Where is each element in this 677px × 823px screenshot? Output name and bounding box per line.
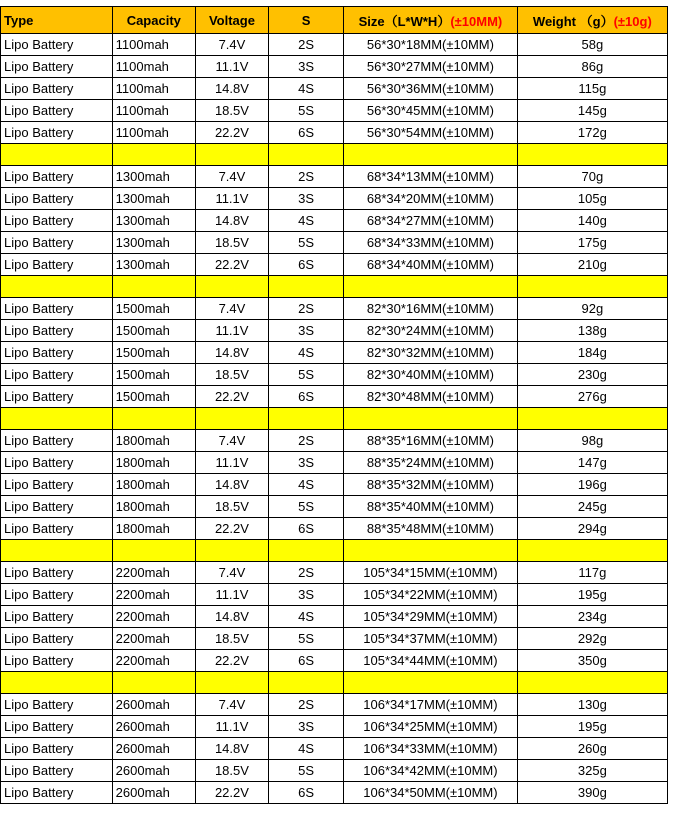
separator-cell[interactable] [344, 672, 518, 694]
cell-s[interactable]: 3S [269, 584, 344, 606]
cell-s[interactable]: 3S [269, 320, 344, 342]
cell-type[interactable]: Lipo Battery [1, 166, 113, 188]
cell-capacity[interactable]: 1800mah [112, 474, 195, 496]
table-row [1, 56, 668, 78]
cell-s[interactable]: 2S [269, 34, 344, 56]
cell-type[interactable]: Lipo Battery [1, 78, 113, 100]
cell-s[interactable]: 5S [269, 760, 344, 782]
separator-cell[interactable] [517, 540, 667, 562]
table-row [1, 518, 668, 540]
cell-size[interactable]: 68*34*33MM(±10MM) [344, 232, 518, 254]
cell-voltage[interactable]: 22.2V [195, 122, 268, 144]
separator-cell[interactable] [269, 276, 344, 298]
cell-weight[interactable]: 210g [517, 254, 667, 276]
cell-size[interactable]: 88*35*32MM(±10MM) [344, 474, 518, 496]
separator-cell[interactable] [112, 144, 195, 166]
cell-capacity[interactable]: 2200mah [112, 606, 195, 628]
table-row [1, 716, 668, 738]
cell-voltage[interactable]: 7.4V [195, 694, 268, 716]
cell-voltage[interactable]: 18.5V [195, 760, 268, 782]
cell-capacity[interactable]: 1800mah [112, 452, 195, 474]
cell-size[interactable]: 56*30*45MM(±10MM) [344, 100, 518, 122]
cell-type[interactable]: Lipo Battery [1, 474, 113, 496]
separator-cell[interactable] [1, 672, 113, 694]
cell-type[interactable]: Lipo Battery [1, 254, 113, 276]
cell-size[interactable]: 105*34*29MM(±10MM) [344, 606, 518, 628]
cell-s[interactable]: 5S [269, 232, 344, 254]
header-size-tolerance: (±10MM) [450, 13, 503, 29]
cell-size[interactable]: 106*34*42MM(±10MM) [344, 760, 518, 782]
cell-size[interactable]: 105*34*15MM(±10MM) [344, 562, 518, 584]
cell-weight[interactable]: 294g [517, 518, 667, 540]
cell-capacity[interactable]: 1300mah [112, 232, 195, 254]
separator-cell[interactable] [344, 408, 518, 430]
separator-cell[interactable] [195, 540, 268, 562]
cell-voltage[interactable]: 14.8V [195, 474, 268, 496]
battery-spec-table [0, 6, 668, 804]
cell-capacity[interactable]: 2600mah [112, 782, 195, 804]
separator-cell[interactable] [112, 408, 195, 430]
cell-weight[interactable]: 130g [517, 694, 667, 716]
cell-weight[interactable]: 195g [517, 716, 667, 738]
cell-weight[interactable]: 92g [517, 298, 667, 320]
table-row [1, 606, 668, 628]
table-row [1, 298, 668, 320]
cell-weight[interactable]: 292g [517, 628, 667, 650]
separator-cell[interactable] [1, 276, 113, 298]
cell-size[interactable]: 88*35*40MM(±10MM) [344, 496, 518, 518]
cell-s[interactable]: 5S [269, 100, 344, 122]
cell-voltage[interactable]: 7.4V [195, 298, 268, 320]
cell-s[interactable]: 2S [269, 298, 344, 320]
cell-weight[interactable]: 195g [517, 584, 667, 606]
cell-voltage[interactable]: 22.2V [195, 386, 268, 408]
cell-capacity[interactable]: 1500mah [112, 364, 195, 386]
cell-voltage[interactable]: 18.5V [195, 100, 268, 122]
cell-type[interactable]: Lipo Battery [1, 210, 113, 232]
cell-capacity[interactable]: 2200mah [112, 584, 195, 606]
cell-size[interactable]: 56*30*27MM(±10MM) [344, 56, 518, 78]
cell-weight[interactable]: 350g [517, 650, 667, 672]
separator-row [1, 276, 668, 298]
separator-cell[interactable] [517, 408, 667, 430]
separator-cell[interactable] [112, 672, 195, 694]
cell-voltage[interactable]: 22.2V [195, 782, 268, 804]
table-row [1, 364, 668, 386]
separator-cell[interactable] [112, 540, 195, 562]
header-row [1, 7, 668, 34]
cell-type[interactable]: Lipo Battery [1, 694, 113, 716]
cell-s[interactable]: 2S [269, 562, 344, 584]
cell-s[interactable]: 6S [269, 386, 344, 408]
cell-voltage[interactable]: 11.1V [195, 452, 268, 474]
table-row [1, 232, 668, 254]
cell-voltage[interactable]: 22.2V [195, 254, 268, 276]
cell-s[interactable]: 5S [269, 628, 344, 650]
separator-cell[interactable] [517, 672, 667, 694]
cell-type[interactable]: Lipo Battery [1, 628, 113, 650]
cell-capacity[interactable]: 1800mah [112, 496, 195, 518]
cell-s[interactable]: 4S [269, 78, 344, 100]
cell-s[interactable]: 3S [269, 452, 344, 474]
table-row [1, 342, 668, 364]
cell-size[interactable]: 106*34*50MM(±10MM) [344, 782, 518, 804]
cell-weight[interactable]: 86g [517, 56, 667, 78]
cell-type[interactable]: Lipo Battery [1, 122, 113, 144]
cell-weight[interactable]: 172g [517, 122, 667, 144]
cell-type[interactable]: Lipo Battery [1, 584, 113, 606]
table-row [1, 34, 668, 56]
table-row [1, 100, 668, 122]
table-row [1, 628, 668, 650]
separator-cell[interactable] [112, 276, 195, 298]
cell-voltage[interactable]: 18.5V [195, 628, 268, 650]
cell-size[interactable]: 105*34*22MM(±10MM) [344, 584, 518, 606]
cell-capacity[interactable]: 2200mah [112, 562, 195, 584]
cell-size[interactable]: 88*35*16MM(±10MM) [344, 430, 518, 452]
cell-capacity[interactable]: 1100mah [112, 56, 195, 78]
cell-voltage[interactable]: 22.2V [195, 518, 268, 540]
table-row [1, 320, 668, 342]
cell-weight[interactable]: 138g [517, 320, 667, 342]
table-body [1, 34, 668, 804]
table-row [1, 496, 668, 518]
table-row [1, 760, 668, 782]
cell-capacity[interactable]: 1800mah [112, 430, 195, 452]
separator-cell[interactable] [1, 408, 113, 430]
cell-s[interactable]: 4S [269, 210, 344, 232]
separator-cell[interactable] [269, 144, 344, 166]
table-row [1, 188, 668, 210]
header-type[interactable]: Type [1, 7, 113, 34]
cell-weight[interactable]: 390g [517, 782, 667, 804]
header-weight[interactable] [517, 7, 667, 34]
table-row [1, 650, 668, 672]
cell-voltage[interactable]: 18.5V [195, 496, 268, 518]
cell-s[interactable]: 4S [269, 738, 344, 760]
table-row [1, 210, 668, 232]
table-row [1, 738, 668, 760]
cell-type[interactable]: Lipo Battery [1, 386, 113, 408]
cell-capacity[interactable]: 1300mah [112, 188, 195, 210]
cell-capacity[interactable]: 1100mah [112, 78, 195, 100]
cell-s[interactable]: 4S [269, 606, 344, 628]
cell-capacity[interactable]: 1500mah [112, 342, 195, 364]
cell-type[interactable]: Lipo Battery [1, 320, 113, 342]
cell-size[interactable]: 68*34*40MM(±10MM) [344, 254, 518, 276]
cell-type[interactable]: Lipo Battery [1, 452, 113, 474]
table-row [1, 782, 668, 804]
cell-type[interactable]: Lipo Battery [1, 188, 113, 210]
cell-weight[interactable]: 184g [517, 342, 667, 364]
cell-capacity[interactable]: 2600mah [112, 694, 195, 716]
cell-size[interactable]: 82*30*32MM(±10MM) [344, 342, 518, 364]
cell-weight[interactable]: 276g [517, 386, 667, 408]
cell-capacity[interactable]: 1500mah [112, 386, 195, 408]
cell-weight[interactable]: 230g [517, 364, 667, 386]
cell-size[interactable]: 88*35*48MM(±10MM) [344, 518, 518, 540]
separator-cell[interactable] [195, 408, 268, 430]
cell-capacity[interactable]: 1300mah [112, 254, 195, 276]
separator-cell[interactable] [195, 672, 268, 694]
cell-type[interactable]: Lipo Battery [1, 298, 113, 320]
cell-weight[interactable]: 140g [517, 210, 667, 232]
separator-cell[interactable] [344, 540, 518, 562]
cell-s[interactable]: 3S [269, 188, 344, 210]
separator-row [1, 408, 668, 430]
table-row [1, 254, 668, 276]
cell-type[interactable]: Lipo Battery [1, 342, 113, 364]
table-row [1, 474, 668, 496]
cell-s[interactable]: 6S [269, 782, 344, 804]
header-voltage[interactable]: Voltage [195, 7, 268, 34]
cell-size[interactable]: 106*34*33MM(±10MM) [344, 738, 518, 760]
cell-size[interactable]: 82*30*40MM(±10MM) [344, 364, 518, 386]
cell-voltage[interactable]: 11.1V [195, 716, 268, 738]
cell-capacity[interactable]: 2200mah [112, 628, 195, 650]
cell-voltage[interactable]: 18.5V [195, 232, 268, 254]
cell-type[interactable]: Lipo Battery [1, 562, 113, 584]
cell-weight[interactable]: 175g [517, 232, 667, 254]
cell-capacity[interactable]: 1500mah [112, 320, 195, 342]
cell-capacity[interactable]: 2200mah [112, 650, 195, 672]
header-capacity[interactable]: Capacity [112, 7, 195, 34]
selected-cell[interactable] [517, 144, 667, 166]
cell-type[interactable]: Lipo Battery [1, 606, 113, 628]
cell-type[interactable]: Lipo Battery [1, 496, 113, 518]
separator-cell[interactable] [344, 276, 518, 298]
cell-voltage[interactable]: 22.2V [195, 650, 268, 672]
cell-weight[interactable]: 105g [517, 188, 667, 210]
cell-type[interactable]: Lipo Battery [1, 34, 113, 56]
cell-type[interactable]: Lipo Battery [1, 232, 113, 254]
cell-voltage[interactable]: 7.4V [195, 34, 268, 56]
cell-size[interactable]: 68*34*27MM(±10MM) [344, 210, 518, 232]
cell-type[interactable]: Lipo Battery [1, 716, 113, 738]
separator-cell[interactable] [269, 408, 344, 430]
separator-cell[interactable] [517, 276, 667, 298]
cell-voltage[interactable]: 14.8V [195, 342, 268, 364]
cell-size[interactable]: 106*34*25MM(±10MM) [344, 716, 518, 738]
cell-type[interactable]: Lipo Battery [1, 518, 113, 540]
separator-cell[interactable] [195, 144, 268, 166]
cell-type[interactable]: Lipo Battery [1, 100, 113, 122]
cell-capacity[interactable]: 1800mah [112, 518, 195, 540]
cell-s[interactable]: 4S [269, 474, 344, 496]
cell-size[interactable]: 56*30*36MM(±10MM) [344, 78, 518, 100]
cell-weight[interactable]: 245g [517, 496, 667, 518]
cell-type[interactable]: Lipo Battery [1, 760, 113, 782]
separator-cell[interactable] [344, 144, 518, 166]
cell-type[interactable]: Lipo Battery [1, 782, 113, 804]
cell-type[interactable]: Lipo Battery [1, 650, 113, 672]
cell-capacity[interactable]: 2600mah [112, 716, 195, 738]
cell-weight[interactable]: 234g [517, 606, 667, 628]
cell-s[interactable]: 6S [269, 122, 344, 144]
cell-voltage[interactable]: 7.4V [195, 430, 268, 452]
cell-weight[interactable]: 147g [517, 452, 667, 474]
cell-voltage[interactable]: 7.4V [195, 562, 268, 584]
cell-type[interactable]: Lipo Battery [1, 430, 113, 452]
cell-s[interactable]: 6S [269, 650, 344, 672]
cell-capacity[interactable]: 1500mah [112, 298, 195, 320]
header-size-label: Size（L*W*H） [358, 13, 451, 29]
cell-size[interactable]: 82*30*16MM(±10MM) [344, 298, 518, 320]
cell-weight[interactable]: 260g [517, 738, 667, 760]
cell-size[interactable]: 106*34*17MM(±10MM) [344, 694, 518, 716]
cell-voltage[interactable]: 11.1V [195, 320, 268, 342]
cell-voltage[interactable]: 11.1V [195, 584, 268, 606]
separator-cell[interactable] [269, 672, 344, 694]
cell-weight[interactable]: 117g [517, 562, 667, 584]
cell-voltage[interactable]: 11.1V [195, 56, 268, 78]
separator-row [1, 540, 668, 562]
cell-s[interactable]: 2S [269, 430, 344, 452]
cell-s[interactable]: 4S [269, 342, 344, 364]
cell-s[interactable]: 2S [269, 694, 344, 716]
cell-voltage[interactable]: 18.5V [195, 364, 268, 386]
cell-capacity[interactable]: 1100mah [112, 122, 195, 144]
cell-weight[interactable]: 58g [517, 34, 667, 56]
table-row [1, 166, 668, 188]
cell-weight[interactable]: 145g [517, 100, 667, 122]
cell-size[interactable]: 68*34*13MM(±10MM) [344, 166, 518, 188]
cell-capacity[interactable]: 1100mah [112, 34, 195, 56]
table-row [1, 584, 668, 606]
header-weight-label: Weight （g） [532, 13, 614, 29]
cell-weight[interactable]: 115g [517, 78, 667, 100]
cell-s[interactable]: 3S [269, 56, 344, 78]
header-s[interactable]: S [269, 7, 344, 34]
cell-capacity[interactable]: 2600mah [112, 760, 195, 782]
table-row [1, 122, 668, 144]
cell-s[interactable]: 5S [269, 496, 344, 518]
separator-cell[interactable] [195, 276, 268, 298]
cell-voltage[interactable]: 14.8V [195, 738, 268, 760]
cell-weight[interactable]: 196g [517, 474, 667, 496]
cell-type[interactable]: Lipo Battery [1, 738, 113, 760]
header-size[interactable] [344, 7, 518, 34]
header-weight-tolerance: (±10g) [613, 13, 652, 29]
cell-capacity[interactable]: 1100mah [112, 100, 195, 122]
cell-voltage[interactable]: 14.8V [195, 606, 268, 628]
cell-s[interactable]: 6S [269, 254, 344, 276]
table-row [1, 430, 668, 452]
cell-weight[interactable]: 325g [517, 760, 667, 782]
table-row [1, 694, 668, 716]
separator-row [1, 144, 668, 166]
cell-voltage[interactable]: 14.8V [195, 78, 268, 100]
separator-cell[interactable] [1, 144, 113, 166]
separator-cell[interactable] [1, 540, 113, 562]
table-row [1, 562, 668, 584]
cell-weight[interactable]: 70g [517, 166, 667, 188]
cell-voltage[interactable]: 11.1V [195, 188, 268, 210]
cell-voltage[interactable]: 14.8V [195, 210, 268, 232]
cell-size[interactable]: 56*30*18MM(±10MM) [344, 34, 518, 56]
cell-weight[interactable]: 98g [517, 430, 667, 452]
cell-voltage[interactable]: 7.4V [195, 166, 268, 188]
cell-s[interactable]: 6S [269, 518, 344, 540]
cell-s[interactable]: 5S [269, 364, 344, 386]
cell-size[interactable]: 82*30*24MM(±10MM) [344, 320, 518, 342]
cell-capacity[interactable]: 1300mah [112, 210, 195, 232]
cell-size[interactable]: 88*35*24MM(±10MM) [344, 452, 518, 474]
cell-type[interactable]: Lipo Battery [1, 56, 113, 78]
table-row [1, 452, 668, 474]
cell-s[interactable]: 3S [269, 716, 344, 738]
cell-size[interactable]: 56*30*54MM(±10MM) [344, 122, 518, 144]
cell-size[interactable]: 68*34*20MM(±10MM) [344, 188, 518, 210]
separator-cell[interactable] [269, 540, 344, 562]
cell-size[interactable]: 82*30*48MM(±10MM) [344, 386, 518, 408]
separator-row [1, 672, 668, 694]
cell-size[interactable]: 105*34*37MM(±10MM) [344, 628, 518, 650]
cell-capacity[interactable]: 1300mah [112, 166, 195, 188]
cell-s[interactable]: 2S [269, 166, 344, 188]
cell-size[interactable]: 105*34*44MM(±10MM) [344, 650, 518, 672]
table-row [1, 78, 668, 100]
cell-type[interactable]: Lipo Battery [1, 364, 113, 386]
cell-capacity[interactable]: 2600mah [112, 738, 195, 760]
table-row [1, 386, 668, 408]
